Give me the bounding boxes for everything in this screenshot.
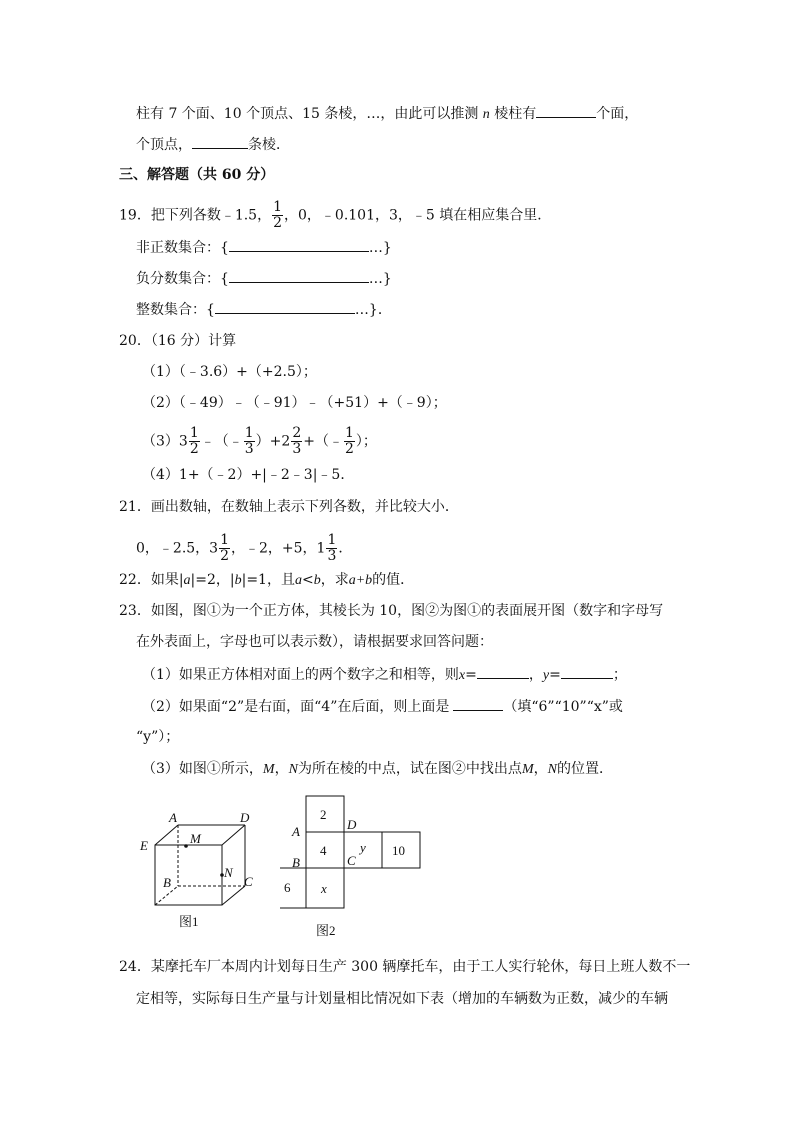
set-nonpositive: 非正数集合：{ …} <box>136 237 392 258</box>
cube-edge <box>222 886 245 905</box>
set-blank[interactable] <box>229 268 369 283</box>
label-n: N <box>224 865 233 880</box>
q22-stem: 22．如果|a|=2，|b|=1，且a<b，求a+b的值． <box>119 572 415 588</box>
q23-line1: 23．如图，图①为一个正方体，其棱长为 10，图②为图①的表面展开图（数字和字母写 <box>119 603 664 619</box>
set-negative-fraction: 负分数集合：{ …} <box>136 268 392 289</box>
cube-edge <box>155 825 178 845</box>
q18-line1: 柱有 7 个面、10 个顶点、15 条棱，…，由此可以推测 n 棱柱有 个面， <box>136 103 638 125</box>
label-b: B <box>163 875 171 890</box>
cell-x: x <box>321 881 327 896</box>
cube-edge <box>222 825 245 845</box>
fraction: $\frac{1}{2}$ <box>220 532 230 564</box>
q18-line2: 个顶点， 条棱． <box>136 134 290 155</box>
q21-numbers: 0，﹣2.5，3 $\frac{1}{2}$ ，﹣2，+5，1 $\frac{1}{3}$ ． <box>136 532 353 564</box>
q20-part1: （1）（﹣3.6）+（+2.5）； <box>142 364 317 380</box>
label-c: C <box>244 874 253 889</box>
q23-line2: 在外表面上，字母也可以表示数），请根据要求回答问题： <box>136 634 493 650</box>
q24-line1: 24．某摩托车厂本周内计划每日生产 300 辆摩托车，由于工人实行轮休，每日上班人数不一 <box>119 959 691 975</box>
label-d: D <box>347 817 357 832</box>
fraction: $\frac{1}{3}$ <box>327 532 337 564</box>
label-e: E <box>140 838 148 853</box>
q23-part2: （2）如果面“2”是右面，面“4”在后面，则上面是 （填“6”“10”“x”或 <box>142 696 623 717</box>
figure2-caption: 图2 <box>316 923 336 938</box>
point-m <box>184 844 188 848</box>
q20-part2: （2）（﹣49）﹣（﹣91）﹣（+51）+（﹣9）； <box>142 395 447 411</box>
cell-y: y <box>360 840 366 855</box>
set-blank[interactable] <box>229 237 369 252</box>
answer-blank-top-face[interactable] <box>453 696 503 711</box>
answer-blank-edges[interactable] <box>192 134 248 149</box>
q21-stem: 21．画出数轴，在数轴上表示下列各数，并比较大小． <box>119 499 459 515</box>
cell-2: 2 <box>320 807 327 822</box>
section-title: 三、解答题（共 60 分） <box>119 167 275 183</box>
fraction: $\frac{2}{3}$ <box>292 425 302 457</box>
q20-part4: （4）1+（﹣2）+|﹣2﹣3|﹣5． <box>142 467 355 483</box>
cell-4: 4 <box>320 843 327 858</box>
q20-stem: 20．（16 分）计算 <box>119 333 237 349</box>
label-a: A <box>169 810 177 825</box>
figure1-caption: 图1 <box>179 914 199 929</box>
q23-part3: （3）如图①所示，M，N为所在棱的中点，试在图②中找出点M，N的位置． <box>142 761 613 777</box>
q19-stem: 19．把下列各数﹣1.5， $\frac{1}{2}$ ，0，﹣0.101，3，﹣5 填在相应集合里． <box>119 199 552 231</box>
q24-line2: 定相等，实际每日生产量与计划量相比情况如下表（增加的车辆数为正数，减少的车辆 <box>136 991 668 1007</box>
cell-10: 10 <box>392 843 405 858</box>
q23-part2-cont: “y”）； <box>136 729 180 745</box>
cell-6: 6 <box>284 880 291 895</box>
answer-blank-x[interactable] <box>477 664 529 679</box>
answer-blank-faces[interactable] <box>536 103 596 118</box>
q23-part1: （1）如果正方体相对面上的两个数字之和相等，则x= ，y= ； <box>142 664 627 686</box>
label-a: A <box>292 824 300 839</box>
label-d: D <box>240 810 250 825</box>
q20-part3: （3）3 $\frac{1}{2}$ ﹣（﹣ $\frac{1}{3}$ ）+2 $\frac{2}{3}$ +（﹣ $\frac{1}{2}$ ）； <box>142 425 377 457</box>
fraction: $\frac{1}{3}$ <box>244 425 254 457</box>
answer-blank-y[interactable] <box>561 664 613 679</box>
fraction: $\frac{1}{2}$ <box>344 425 354 457</box>
var-n: n <box>482 107 490 122</box>
label-c: C <box>347 853 356 868</box>
set-blank[interactable] <box>215 299 355 314</box>
figure-net <box>280 790 430 942</box>
label-b: B <box>292 855 300 870</box>
fraction: $\frac{1}{2}$ <box>273 199 283 231</box>
set-integer: 整数集合：{ …}． <box>136 299 392 320</box>
figure-cube <box>136 808 266 933</box>
fraction: $\frac{1}{2}$ <box>189 425 199 457</box>
label-m: M <box>190 831 201 846</box>
